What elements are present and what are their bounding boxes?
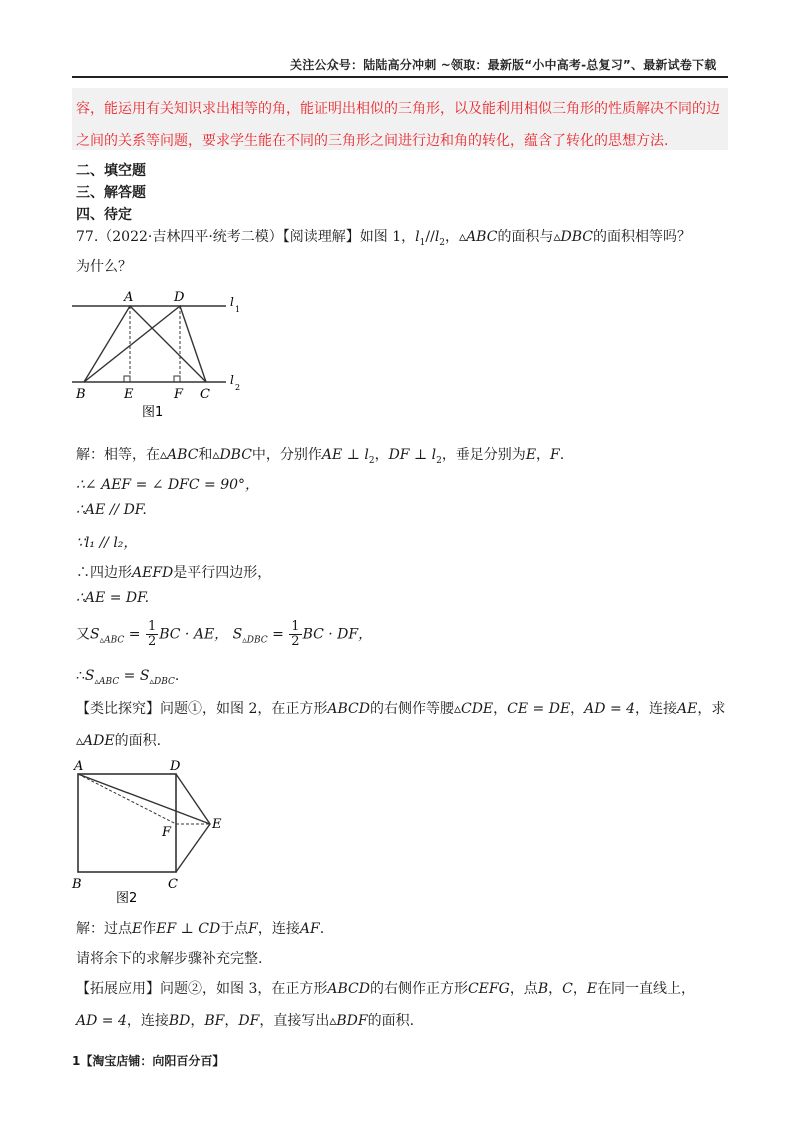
math-af: AF	[299, 921, 320, 937]
sol2-d: ，连接	[257, 921, 300, 937]
sub-2: 2	[368, 455, 375, 466]
math-ef-cd: EF ⊥ CD	[156, 921, 221, 937]
math-s: S	[232, 626, 243, 643]
label-b: B	[76, 387, 86, 402]
fraction-half	[146, 620, 158, 649]
solution-2-line-2: 请将余下的求解步骤补充完整.	[76, 951, 263, 967]
solution-1-line-3: ∴AE // DF.	[76, 502, 147, 518]
sol1-l7b: BC · AE，	[159, 626, 229, 643]
problem-end: 的面积相等吗？	[592, 229, 691, 245]
square-abcd	[78, 774, 176, 872]
label-l1-sub: 1	[235, 305, 241, 314]
solution-1-line-8: $\therefore S_{▵ABC} = S_{▵DBC}$.	[76, 668, 180, 687]
math-e: E	[525, 447, 537, 463]
label-a: A	[74, 759, 84, 774]
triangle-dbc	[84, 306, 206, 382]
triangle-cde	[176, 774, 210, 872]
triangle-abc	[84, 306, 206, 382]
problem-statement: 77.（2022·吉林四平·统考二模）【阅读理解】如图 1，$l_1//l_2$，▵ABC的面积与▵DBC的面积相等吗？	[76, 229, 691, 248]
section-fill-blank: 二、填空题	[76, 163, 146, 179]
problem-mid: 的面积与	[497, 229, 554, 245]
math-df: DF	[238, 1013, 260, 1029]
intro-highlight	[72, 88, 728, 150]
math-ad4: AD = 4	[584, 701, 636, 717]
math-l: l	[415, 229, 420, 245]
sol1-f: ，	[536, 447, 551, 463]
math-e: E	[132, 921, 143, 937]
sub-dbc: DBC	[153, 676, 175, 687]
math-ad4: AD = 4	[76, 1013, 127, 1029]
math-bf: BF	[204, 1013, 225, 1029]
sol1-l5b: 是平行四边形，	[173, 565, 272, 581]
frac-den: 2	[147, 634, 157, 649]
ext-d: ，	[548, 981, 563, 997]
analogy-line-2	[76, 730, 161, 750]
solution-1-line-6: ∴AE = DF.	[76, 590, 150, 606]
frac-num: 1	[147, 619, 157, 634]
math-dbc: DBC	[219, 447, 252, 463]
ext-c: ，点	[509, 981, 538, 997]
ext-g: ，连接	[126, 1013, 169, 1029]
triangle-icon: ▵	[149, 676, 154, 687]
solution-2-line-1	[76, 918, 324, 938]
page-footer: 1【淘宝店铺：向阳百分百】	[72, 1054, 225, 1068]
an-a: 【类比探究】问题①，如图 2，在正方形	[76, 701, 328, 717]
ext-e: ，	[572, 981, 587, 997]
fraction-half	[289, 620, 301, 649]
perp-symbol: ⊥	[346, 447, 360, 463]
perp-symbol: ⊥	[413, 447, 428, 463]
ext-i: ，	[224, 1013, 239, 1029]
triangle-icon: ▵	[453, 701, 461, 717]
math-abcd: ABCD	[327, 981, 370, 997]
sub-dbc: DBC	[246, 635, 268, 646]
problem-why: 为什么？	[76, 259, 132, 275]
math-df: DF	[388, 447, 410, 463]
solution-1-line-1: 解：相等，在▵ABC和▵DBC中，分别作AE ⊥ $l_2$，DF ⊥ $l_2$，垂足分别为E，F.	[76, 447, 565, 466]
section-answer: 三、解答题	[76, 185, 146, 201]
math-ae: AE	[677, 701, 698, 717]
triangle-icon: ▵	[242, 635, 247, 646]
triangle-icon: ▵	[459, 229, 467, 245]
label-l1: l	[230, 295, 234, 309]
section-pending: 四、待定	[76, 207, 132, 223]
an-f: ，求	[697, 701, 726, 717]
sol1-d: ，	[374, 447, 389, 463]
math-l: l	[434, 229, 440, 245]
an-c: ，	[493, 701, 508, 717]
label-a: A	[124, 290, 134, 305]
triangle-icon: ▵	[76, 733, 84, 749]
sol2-c: 于点	[220, 921, 249, 937]
triangle-icon: ▵	[212, 447, 220, 463]
sol2-b: 作	[142, 921, 157, 937]
intro-line-2: 之间的关系等问题，要求学生能在不同的三角形之间进行边和角的转化，蕴含了转化的思想方法.	[76, 133, 669, 149]
parallel-symbol: //	[425, 229, 435, 245]
sol1-b: 和	[198, 447, 213, 463]
an-g: 的面积.	[114, 733, 162, 749]
label-b: B	[72, 877, 82, 892]
math-f: F	[248, 921, 258, 937]
math-aefd: AEFD	[132, 565, 174, 581]
an-e: ，连接	[635, 701, 678, 717]
math-abcd: ABCD	[327, 701, 370, 717]
problem-head: 77.（2022·吉林四平·统考二模）【阅读理解】如图 1，	[76, 229, 416, 245]
math-dbc: DBC	[560, 229, 593, 245]
triangle-icon: ▵	[99, 635, 105, 646]
eq-sign: =	[267, 626, 289, 643]
label-c: C	[168, 877, 178, 892]
math-l: l	[364, 447, 369, 463]
eq-sign: =	[119, 668, 140, 684]
sol2-e: .	[319, 921, 325, 937]
math-s: S	[84, 668, 95, 684]
frac-num: 1	[291, 619, 300, 634]
math-bdf: BDF	[336, 1013, 368, 1029]
sol1-a: 解：相等，在	[76, 447, 160, 463]
label-l2-sub: 2	[235, 383, 241, 392]
solution-1-line-4: ∵l₁ // l₂，	[76, 535, 138, 551]
triangle-icon: ▵	[329, 1013, 337, 1029]
sol2-a: 解：过点	[76, 921, 132, 937]
an-b: 的右侧作等腰	[369, 701, 454, 717]
solution-1-line-2: ∴∠ AEF = ∠ DFC = 90°，	[76, 477, 260, 493]
math-abc: ABC	[466, 229, 498, 245]
analogy-line-1	[76, 698, 725, 718]
math-abc: ABC	[167, 447, 199, 463]
ext-b: 的右侧作正方形	[369, 981, 468, 997]
math-ae: AE	[321, 447, 343, 463]
math-s: S	[139, 668, 150, 684]
label-f: F	[162, 825, 172, 840]
figure-2	[70, 758, 230, 908]
frac-den: 2	[291, 634, 300, 649]
sub-abc: ABC	[104, 635, 125, 646]
label-e: E	[212, 817, 222, 832]
figure-1	[70, 288, 250, 430]
sub-abc: ABC	[99, 676, 120, 687]
intro-line-1: 容，能运用有关知识求出相等的角，能证明出相似的三角形，以及能利用相似三角形的性质解决不同的边	[76, 101, 720, 117]
sub-2: 2	[439, 237, 446, 248]
ext-h: ，	[190, 1013, 205, 1029]
ext-a: 【拓展应用】问题②，如图 3，在正方形	[76, 981, 328, 997]
math-l: l	[431, 447, 437, 463]
right-angle-f	[174, 376, 180, 382]
ext-j: ，直接写出	[259, 1013, 330, 1029]
page-header: 关注公众号：陆陆高分冲刺 ~领取：最新版“小中高考-总复习”、最新试卷下载	[290, 58, 717, 72]
math-e: E	[586, 981, 598, 997]
math-cefg: CEFG	[467, 981, 510, 997]
math-cde: CDE	[461, 701, 494, 717]
solution-1-line-7	[76, 620, 372, 649]
figure-1-caption: 图1	[142, 405, 164, 420]
math-s: S	[90, 626, 100, 643]
label-f: F	[174, 387, 184, 402]
sol1-l5a: ∴四边形	[76, 565, 132, 581]
sol1-l7a: 又	[76, 626, 90, 643]
sol1-c: 中，分别作	[251, 447, 322, 463]
eq-sign: =	[124, 626, 145, 643]
sub-2: 2	[436, 455, 442, 466]
ext-f: 在同一直线上，	[597, 981, 696, 997]
label-c: C	[200, 387, 210, 402]
segment-af	[78, 774, 176, 824]
sol1-e: ，垂足分别为	[441, 447, 526, 463]
math-ce-de: CE = DE	[507, 701, 571, 717]
math-ade: ADE	[83, 733, 115, 749]
header-rule	[72, 76, 728, 78]
sol1-l8end: .	[174, 668, 180, 684]
solution-1-line-5	[76, 562, 271, 582]
triangle-icon: ▵	[160, 447, 168, 463]
label-e: E	[124, 387, 134, 402]
sol1-l7c: BC · DF，	[302, 626, 373, 643]
sub-1: 1	[419, 237, 426, 248]
extension-line-1	[76, 978, 695, 998]
triangle-icon: ▵	[94, 676, 100, 687]
math-b: B	[537, 981, 549, 997]
an-d: ，	[570, 701, 585, 717]
math-bd: BD	[168, 1013, 191, 1029]
label-d: D	[174, 290, 185, 305]
label-l2: l	[230, 373, 234, 387]
extension-line-2	[76, 1010, 414, 1030]
label-d: D	[170, 759, 181, 774]
triangle-icon: ▵	[553, 229, 561, 245]
figure-2-caption: 图2	[116, 891, 138, 906]
math-f: F	[550, 447, 560, 463]
segment-ae	[78, 774, 210, 824]
ext-k: 的面积.	[367, 1013, 415, 1029]
right-angle-e	[124, 376, 130, 382]
math-c: C	[562, 981, 573, 997]
